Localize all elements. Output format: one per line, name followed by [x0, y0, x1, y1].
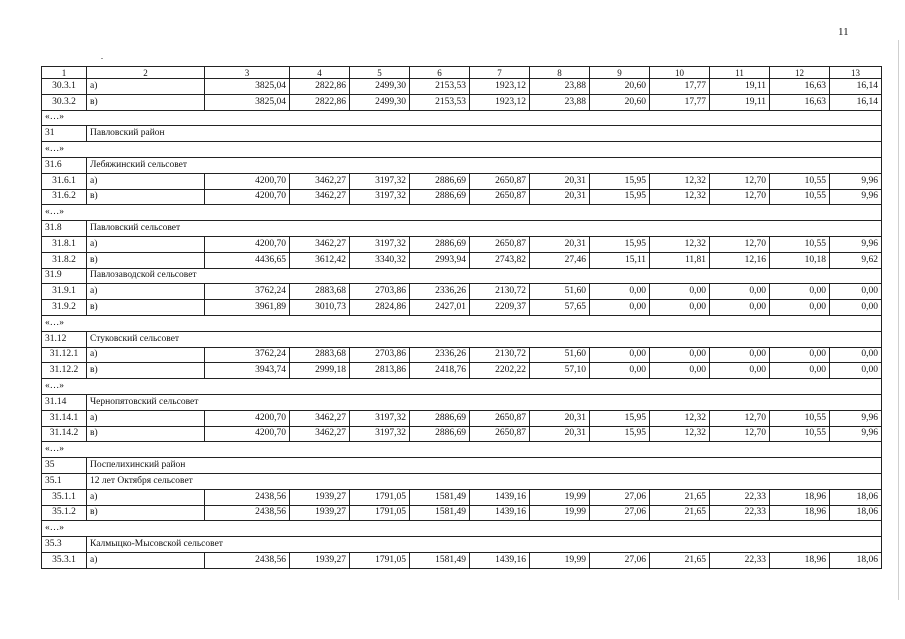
value-cell: 16,14: [830, 94, 882, 110]
value-cell: 1939,27: [290, 489, 350, 505]
value-cell: 15,95: [590, 236, 650, 252]
value-cell: 2202,22: [470, 363, 530, 379]
header-cell: 11: [710, 67, 770, 79]
value-cell: 12,32: [650, 189, 710, 205]
section-name: Лебяжинский сельсовет: [87, 157, 882, 173]
section-code: 31.14: [42, 394, 87, 410]
value-cell: 51,60: [530, 284, 590, 300]
value-cell: 20,31: [530, 189, 590, 205]
value-cell: 0,00: [770, 300, 830, 316]
value-cell: 0,00: [650, 284, 710, 300]
table-row: [42, 426, 882, 442]
header-cell: 12: [770, 67, 830, 79]
value-cell: 2993,94: [410, 252, 470, 268]
value-cell: 2822,86: [290, 79, 350, 95]
value-cell: 3197,32: [350, 236, 410, 252]
ellipsis-row: [42, 315, 882, 331]
value-cell: 1923,12: [470, 79, 530, 95]
value-cell: 4436,65: [205, 252, 290, 268]
row-code: 31.14.2: [42, 426, 87, 442]
table-row: [42, 505, 882, 521]
value-cell: 27,06: [590, 505, 650, 521]
row-label: в): [87, 252, 205, 268]
value-cell: 2886,69: [410, 189, 470, 205]
value-cell: 1439,16: [470, 552, 530, 568]
section-name: Павловский сельсовет: [87, 221, 882, 237]
table-row: [42, 284, 882, 300]
value-cell: 0,00: [830, 300, 882, 316]
row-code: 35.3.1: [42, 552, 87, 568]
row-label: а): [87, 79, 205, 95]
value-cell: 21,65: [650, 489, 710, 505]
value-cell: 0,00: [710, 284, 770, 300]
value-cell: 10,55: [770, 189, 830, 205]
value-cell: 0,00: [710, 347, 770, 363]
value-cell: 27,06: [590, 552, 650, 568]
row-code: 30.3.2: [42, 94, 87, 110]
value-cell: 12,70: [710, 236, 770, 252]
header-cell: 4: [290, 67, 350, 79]
value-cell: 57,10: [530, 363, 590, 379]
row-label: в): [87, 505, 205, 521]
section-name: Павловский район: [87, 126, 882, 142]
section-row: [42, 394, 882, 410]
value-cell: 12,70: [710, 410, 770, 426]
page-number: 11: [838, 26, 849, 38]
table-row: [42, 552, 882, 568]
ellipsis-row: [42, 442, 882, 458]
value-cell: 2336,26: [410, 284, 470, 300]
section-code: 31.6: [42, 157, 87, 173]
value-cell: 57,65: [530, 300, 590, 316]
ellipsis-cell: «…»: [42, 142, 882, 158]
table-header-row: [42, 67, 882, 79]
row-label: а): [87, 489, 205, 505]
section-code: 31.9: [42, 268, 87, 284]
value-cell: 2438,56: [205, 505, 290, 521]
value-cell: 2336,26: [410, 347, 470, 363]
header-cell: 10: [650, 67, 710, 79]
value-cell: 18,06: [830, 552, 882, 568]
value-cell: 20,60: [590, 79, 650, 95]
value-cell: 19,99: [530, 489, 590, 505]
value-cell: 4200,70: [205, 189, 290, 205]
value-cell: 2650,87: [470, 189, 530, 205]
value-cell: 22,33: [710, 489, 770, 505]
row-code: 31.9.1: [42, 284, 87, 300]
value-cell: 2438,56: [205, 552, 290, 568]
row-label: в): [87, 94, 205, 110]
value-cell: 22,33: [710, 552, 770, 568]
value-cell: 0,00: [650, 363, 710, 379]
table-row: [42, 347, 882, 363]
value-cell: 51,60: [530, 347, 590, 363]
section-code: 31.8: [42, 221, 87, 237]
value-cell: 12,32: [650, 236, 710, 252]
row-label: а): [87, 173, 205, 189]
value-cell: 18,96: [770, 552, 830, 568]
value-cell: 20,31: [530, 173, 590, 189]
ellipsis-cell: «…»: [42, 205, 882, 221]
scan-edge-line: [898, 40, 899, 600]
value-cell: 9,96: [830, 189, 882, 205]
value-cell: 2886,69: [410, 426, 470, 442]
value-cell: 2427,01: [410, 300, 470, 316]
value-cell: 21,65: [650, 552, 710, 568]
value-cell: 9,62: [830, 252, 882, 268]
section-row: [42, 126, 882, 142]
value-cell: 1791,05: [350, 505, 410, 521]
value-cell: 9,96: [830, 236, 882, 252]
value-cell: 16,14: [830, 79, 882, 95]
value-cell: 1791,05: [350, 552, 410, 568]
row-label: а): [87, 410, 205, 426]
value-cell: 3197,32: [350, 173, 410, 189]
section-name: Калмыцко-Мысовской сельсовет: [87, 537, 882, 553]
row-code: 31.8.2: [42, 252, 87, 268]
value-cell: 1581,49: [410, 505, 470, 521]
header-cell: 7: [470, 67, 530, 79]
value-cell: 15,95: [590, 410, 650, 426]
value-cell: 1581,49: [410, 489, 470, 505]
value-cell: 2209,37: [470, 300, 530, 316]
table-row: [42, 173, 882, 189]
section-row: [42, 331, 882, 347]
value-cell: 16,63: [770, 94, 830, 110]
value-cell: 2153,53: [410, 94, 470, 110]
value-cell: 12,70: [710, 426, 770, 442]
ellipsis-cell: «…»: [42, 315, 882, 331]
section-code: 35.3: [42, 537, 87, 553]
row-label: в): [87, 363, 205, 379]
row-code: 35.1.2: [42, 505, 87, 521]
value-cell: 18,06: [830, 489, 882, 505]
value-cell: 4200,70: [205, 173, 290, 189]
value-cell: 3943,74: [205, 363, 290, 379]
section-code: 31.12: [42, 331, 87, 347]
value-cell: 20,31: [530, 426, 590, 442]
row-label: в): [87, 426, 205, 442]
value-cell: 27,06: [590, 489, 650, 505]
value-cell: 1439,16: [470, 489, 530, 505]
ellipsis-row: [42, 110, 882, 126]
value-cell: 3340,32: [350, 252, 410, 268]
value-cell: 2883,68: [290, 347, 350, 363]
value-cell: 4200,70: [205, 410, 290, 426]
value-cell: 20,60: [590, 94, 650, 110]
value-cell: 3197,32: [350, 410, 410, 426]
value-cell: 12,32: [650, 410, 710, 426]
row-code: 31.6.1: [42, 173, 87, 189]
value-cell: 9,96: [830, 410, 882, 426]
row-label: а): [87, 552, 205, 568]
value-cell: 20,31: [530, 410, 590, 426]
value-cell: 17,77: [650, 79, 710, 95]
value-cell: 15,95: [590, 189, 650, 205]
value-cell: 0,00: [710, 300, 770, 316]
value-cell: 2130,72: [470, 347, 530, 363]
value-cell: 10,55: [770, 173, 830, 189]
value-cell: 2499,30: [350, 94, 410, 110]
value-cell: 11,81: [650, 252, 710, 268]
value-cell: 2650,87: [470, 426, 530, 442]
value-cell: 2886,69: [410, 236, 470, 252]
ellipsis-row: [42, 379, 882, 395]
value-cell: 19,99: [530, 505, 590, 521]
value-cell: 4200,70: [205, 236, 290, 252]
value-cell: 9,96: [830, 426, 882, 442]
table-row: [42, 236, 882, 252]
table-row: [42, 300, 882, 316]
value-cell: 19,99: [530, 552, 590, 568]
ellipsis-cell: «…»: [42, 379, 882, 395]
value-cell: 12,70: [710, 189, 770, 205]
header-cell: 1: [42, 67, 87, 79]
value-cell: 16,63: [770, 79, 830, 95]
header-cell: 8: [530, 67, 590, 79]
value-cell: 4200,70: [205, 426, 290, 442]
value-cell: 9,96: [830, 173, 882, 189]
value-cell: 3462,27: [290, 426, 350, 442]
header-cell: 3: [205, 67, 290, 79]
value-cell: 2886,69: [410, 173, 470, 189]
value-cell: 2743,82: [470, 252, 530, 268]
row-code: 31.12.2: [42, 363, 87, 379]
table-row: [42, 363, 882, 379]
value-cell: 15,11: [590, 252, 650, 268]
value-cell: 22,33: [710, 505, 770, 521]
ellipsis-row: [42, 205, 882, 221]
value-cell: 2130,72: [470, 284, 530, 300]
value-cell: 0,00: [770, 284, 830, 300]
value-cell: 1581,49: [410, 552, 470, 568]
value-cell: 2883,68: [290, 284, 350, 300]
table-row: [42, 79, 882, 95]
section-name: Чернопятовский сельсовет: [87, 394, 882, 410]
table-row: [42, 410, 882, 426]
value-cell: 0,00: [710, 363, 770, 379]
row-label: а): [87, 284, 205, 300]
value-cell: 2650,87: [470, 236, 530, 252]
value-cell: 3197,32: [350, 426, 410, 442]
row-label: в): [87, 189, 205, 205]
ellipsis-row: [42, 521, 882, 537]
section-row: [42, 458, 882, 474]
value-cell: 18,96: [770, 505, 830, 521]
header-cell: 5: [350, 67, 410, 79]
value-cell: 1939,27: [290, 505, 350, 521]
value-cell: 0,00: [590, 363, 650, 379]
table-row: [42, 489, 882, 505]
value-cell: 0,00: [590, 284, 650, 300]
value-cell: 2999,18: [290, 363, 350, 379]
value-cell: 3762,24: [205, 284, 290, 300]
section-row: [42, 157, 882, 173]
row-label: в): [87, 300, 205, 316]
ellipsis-row: [42, 142, 882, 158]
section-row: [42, 473, 882, 489]
value-cell: 3462,27: [290, 173, 350, 189]
row-code: 30.3.1: [42, 79, 87, 95]
value-cell: 15,95: [590, 173, 650, 189]
value-cell: 3462,27: [290, 410, 350, 426]
row-code: 31.6.2: [42, 189, 87, 205]
section-name: Стуковский сельсовет: [87, 331, 882, 347]
row-code: 35.1.1: [42, 489, 87, 505]
section-row: [42, 537, 882, 553]
value-cell: 27,46: [530, 252, 590, 268]
value-cell: 1939,27: [290, 552, 350, 568]
value-cell: 12,70: [710, 173, 770, 189]
ellipsis-cell: «…»: [42, 442, 882, 458]
value-cell: 3825,04: [205, 94, 290, 110]
section-name: Поспелихинский район: [87, 458, 882, 474]
value-cell: 2438,56: [205, 489, 290, 505]
value-cell: 3825,04: [205, 79, 290, 95]
value-cell: 2824,86: [350, 300, 410, 316]
scan-speck: [101, 58, 103, 59]
value-cell: 0,00: [590, 347, 650, 363]
table-row: [42, 189, 882, 205]
section-code: 35.1: [42, 473, 87, 489]
value-cell: 3462,27: [290, 236, 350, 252]
value-cell: 15,95: [590, 426, 650, 442]
value-cell: 0,00: [650, 300, 710, 316]
header-cell: 9: [590, 67, 650, 79]
header-cell: 13: [830, 67, 882, 79]
value-cell: 19,11: [710, 79, 770, 95]
value-cell: 19,11: [710, 94, 770, 110]
value-cell: 2153,53: [410, 79, 470, 95]
tariff-table: [41, 66, 882, 569]
value-cell: 12,32: [650, 426, 710, 442]
value-cell: 17,77: [650, 94, 710, 110]
value-cell: 20,31: [530, 236, 590, 252]
value-cell: 2650,87: [470, 410, 530, 426]
value-cell: 18,96: [770, 489, 830, 505]
row-code: 31.8.1: [42, 236, 87, 252]
value-cell: 3010,73: [290, 300, 350, 316]
value-cell: 10,55: [770, 410, 830, 426]
value-cell: 1791,05: [350, 489, 410, 505]
value-cell: 10,18: [770, 252, 830, 268]
table-row: [42, 94, 882, 110]
value-cell: 0,00: [770, 363, 830, 379]
value-cell: 23,88: [530, 79, 590, 95]
table-row: [42, 252, 882, 268]
header-cell: 6: [410, 67, 470, 79]
section-row: [42, 221, 882, 237]
section-name: Павлозаводской сельсовет: [87, 268, 882, 284]
value-cell: 3762,24: [205, 347, 290, 363]
value-cell: 0,00: [830, 347, 882, 363]
value-cell: 2822,86: [290, 94, 350, 110]
value-cell: 18,06: [830, 505, 882, 521]
value-cell: 12,16: [710, 252, 770, 268]
value-cell: 1923,12: [470, 94, 530, 110]
ellipsis-cell: «…»: [42, 110, 882, 126]
section-row: [42, 268, 882, 284]
value-cell: 10,55: [770, 426, 830, 442]
ellipsis-cell: «…»: [42, 521, 882, 537]
value-cell: 10,55: [770, 236, 830, 252]
section-code: 31: [42, 126, 87, 142]
value-cell: 2499,30: [350, 79, 410, 95]
row-label: а): [87, 236, 205, 252]
value-cell: 2650,87: [470, 173, 530, 189]
section-code: 35: [42, 458, 87, 474]
value-cell: 21,65: [650, 505, 710, 521]
value-cell: 0,00: [830, 284, 882, 300]
row-code: 31.9.2: [42, 300, 87, 316]
section-name: 12 лет Октября сельсовет: [87, 473, 882, 489]
value-cell: 12,32: [650, 173, 710, 189]
value-cell: 2813,86: [350, 363, 410, 379]
value-cell: 0,00: [650, 347, 710, 363]
value-cell: 1439,16: [470, 505, 530, 521]
value-cell: 2886,69: [410, 410, 470, 426]
value-cell: 3462,27: [290, 189, 350, 205]
row-code: 31.12.1: [42, 347, 87, 363]
value-cell: 3612,42: [290, 252, 350, 268]
value-cell: 3197,32: [350, 189, 410, 205]
value-cell: 3961,89: [205, 300, 290, 316]
value-cell: 0,00: [770, 347, 830, 363]
header-cell: 2: [87, 67, 205, 79]
value-cell: 2703,86: [350, 347, 410, 363]
row-label: а): [87, 347, 205, 363]
row-code: 31.14.1: [42, 410, 87, 426]
value-cell: 2703,86: [350, 284, 410, 300]
value-cell: 23,88: [530, 94, 590, 110]
value-cell: 0,00: [590, 300, 650, 316]
value-cell: 2418,76: [410, 363, 470, 379]
value-cell: 0,00: [830, 363, 882, 379]
